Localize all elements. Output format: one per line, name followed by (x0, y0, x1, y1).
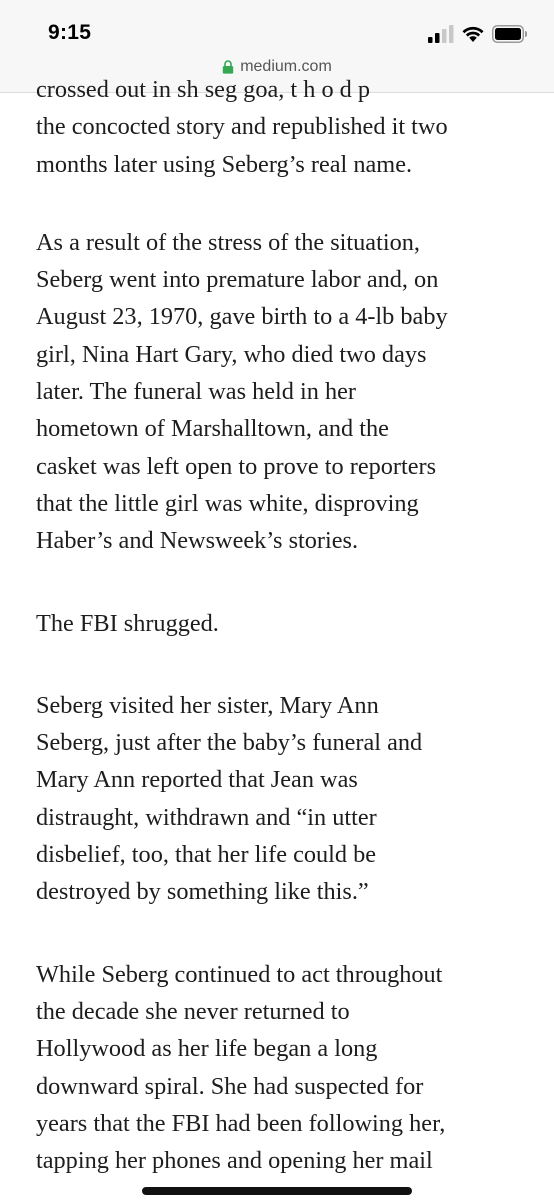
paragraph-line: crossed out in sh seg goa, t h o d p (36, 76, 371, 103)
article-paragraph (36, 956, 536, 1180)
home-indicator[interactable] (142, 1187, 412, 1195)
article-paragraph (36, 71, 536, 183)
paragraph-line: casket was left open to prove to reporters (36, 452, 437, 480)
status-bar (0, 0, 554, 62)
status-time: 9:15 (48, 21, 92, 44)
paragraph-line: months later using Seberg’s real name. (36, 150, 413, 178)
signal-icon (428, 25, 454, 43)
battery-icon (492, 25, 528, 43)
paragraph-line: disbelief, too, that her life could be (36, 841, 377, 869)
article-content (36, 76, 536, 1179)
url-text[interactable]: medium.com (240, 58, 332, 75)
paragraph-line: downward spiral. She had suspected for (36, 1072, 424, 1100)
paragraph-line: that the little girl was white, disproving (36, 489, 419, 517)
article-paragraph (36, 605, 536, 642)
paragraph-line: later. The funeral was held in her (36, 378, 357, 406)
paragraph-line: the concocted story and republished it two (36, 113, 448, 141)
paragraph-line: Seberg, just after the baby’s funeral and (36, 729, 423, 757)
paragraph-line: hometown of Marshalltown, and the (36, 415, 389, 443)
paragraph-line: destroyed by something like this.” (36, 878, 369, 906)
paragraph-line: tapping her phones and opening her mail (36, 1147, 433, 1175)
article-body[interactable] (0, 76, 554, 1200)
paragraph-line: The FBI shrugged. (36, 609, 219, 637)
paragraph-line: August 23, 1970, gave birth to a 4-lb baby (36, 303, 448, 331)
paragraph-line: As a result of the stress of the situation, (36, 228, 420, 256)
paragraph-line: Mary Ann reported that Jean was (36, 766, 358, 794)
paragraph-line: Seberg went into premature labor and, on (36, 266, 439, 294)
wifi-icon (462, 26, 484, 42)
article-paragraph (36, 687, 536, 911)
paragraph-line: Seberg visited her sister, Mary Ann (36, 691, 379, 719)
paragraph-line: Haber’s and Newsweek’s stories. (36, 527, 359, 555)
paragraph-line: While Seberg continued to act throughout (36, 960, 443, 988)
paragraph-line: girl, Nina Hart Gary, who died two days (36, 340, 427, 368)
paragraph-line: the decade she never returned to (36, 997, 350, 1025)
paragraph-line: years that the FBI had been following her, (36, 1109, 446, 1137)
paragraph-line: Hollywood as her life began a long (36, 1035, 378, 1063)
article-paragraph (36, 224, 536, 560)
status-icons (428, 24, 528, 44)
paragraph-line: distraught, withdrawn and “in utter (36, 803, 377, 831)
